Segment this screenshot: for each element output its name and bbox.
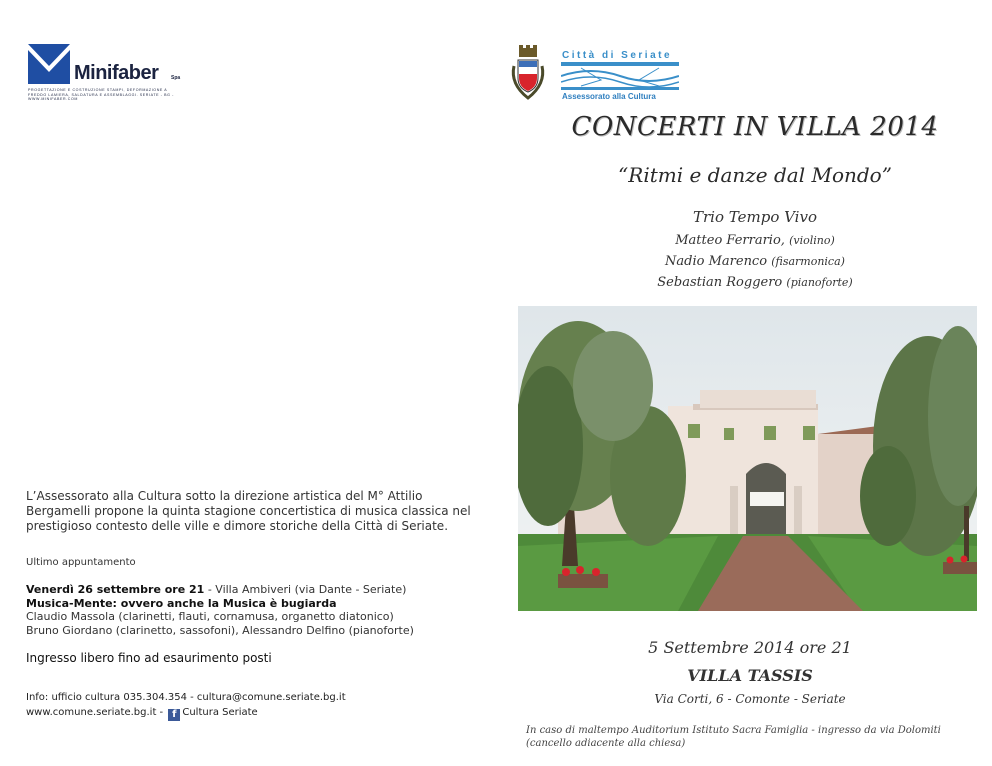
performer-role: (violino) [789, 234, 835, 247]
villa-photo [518, 306, 977, 611]
facebook-icon[interactable]: f [168, 709, 180, 721]
next-event-performers-1: Claudio Massola (clarinetti, flauti, cornamusa, organetto diatonico) [26, 610, 394, 623]
minifaber-tagline: PROGETTAZIONE E COSTRUZIONE STAMPI, DEFORMAZIONE A FREDDO LAMIERA, SALDATURA E ASSEMBLAGGI. SERIATE - BG - WWW.MINIFABER.COM [28, 88, 174, 102]
performer-name: Sebastian Roggero [657, 275, 783, 290]
minifaber-suffix: Spa [171, 75, 181, 81]
last-event-label: Ultimo appuntamento [26, 557, 136, 568]
seriate-bridge-icon [561, 62, 679, 90]
event-venue: VILLA TASSIS [687, 666, 813, 685]
info-web-line [26, 705, 496, 721]
info-facebook-page[interactable]: Cultura Seriate [182, 707, 258, 718]
free-entry-note: Ingresso libero fino ad esaurimento posti [26, 651, 272, 665]
performer-row [520, 233, 990, 248]
performer-row [520, 254, 990, 269]
next-event-where: - Villa Ambiveri (via Dante - Seriate) [204, 583, 407, 596]
next-event-when-line [26, 583, 496, 597]
event-date-time: 5 Settembre 2014 ore 21 [648, 638, 852, 657]
next-event-title: Musica-Mente: ovvero anche la Musica è bugiarda [26, 596, 337, 610]
next-event-performers-2: Bruno Giordano (clarinetto, sassofoni), Alessandro Delfino (pianoforte) [26, 623, 414, 637]
event-address: Via Corti, 6 - Comonte - Seriate [654, 692, 846, 706]
bad-weather-note: In caso di maltempo Auditorium Istituto Sacra Famiglia - ingresso da via Dolomiti (cancello adiacente alla chiesa) [526, 725, 941, 749]
performer-role: (pianoforte) [786, 276, 853, 289]
next-event-when: Venerdì 26 settembre ore 21 [26, 583, 205, 596]
info-website[interactable]: www.comune.seriate.bg.it - [26, 707, 167, 718]
performer-role: (fisarmonica) [771, 255, 845, 268]
ensemble-name: Trio Tempo Vivo [693, 208, 817, 226]
seriate-subtitle: Assessorato alla Cultura [562, 92, 656, 101]
info-block [26, 690, 496, 721]
event-title: CONCERTI IN VILLA 2014 [571, 112, 939, 142]
performer-row [520, 275, 990, 290]
minifaber-logo [28, 44, 188, 104]
performer-name: Matteo Ferrario, [675, 233, 785, 248]
minifaber-logo-icon [28, 44, 70, 84]
seriate-crest-icon [508, 44, 548, 102]
minifaber-name: Minifaber [74, 62, 159, 84]
performer-name: Nadio Marenco [665, 254, 768, 269]
info-contact: Info: ufficio cultura 035.304.354 - cultura@comune.seriate.bg.it [26, 692, 346, 703]
seriate-title: Città di Seriate [562, 50, 673, 61]
next-event-block [26, 583, 496, 637]
intro-paragraph: L’Assessorato alla Cultura sotto la direzione artistica del M° Attilio Bergamelli propone la quinta stagione concertistica di musica classica nel prestigioso contesto delle ville e dimore storiche della Città di Seriate. [26, 489, 471, 533]
event-subtitle: “Ritmi e danze dal Mondo” [618, 163, 892, 187]
